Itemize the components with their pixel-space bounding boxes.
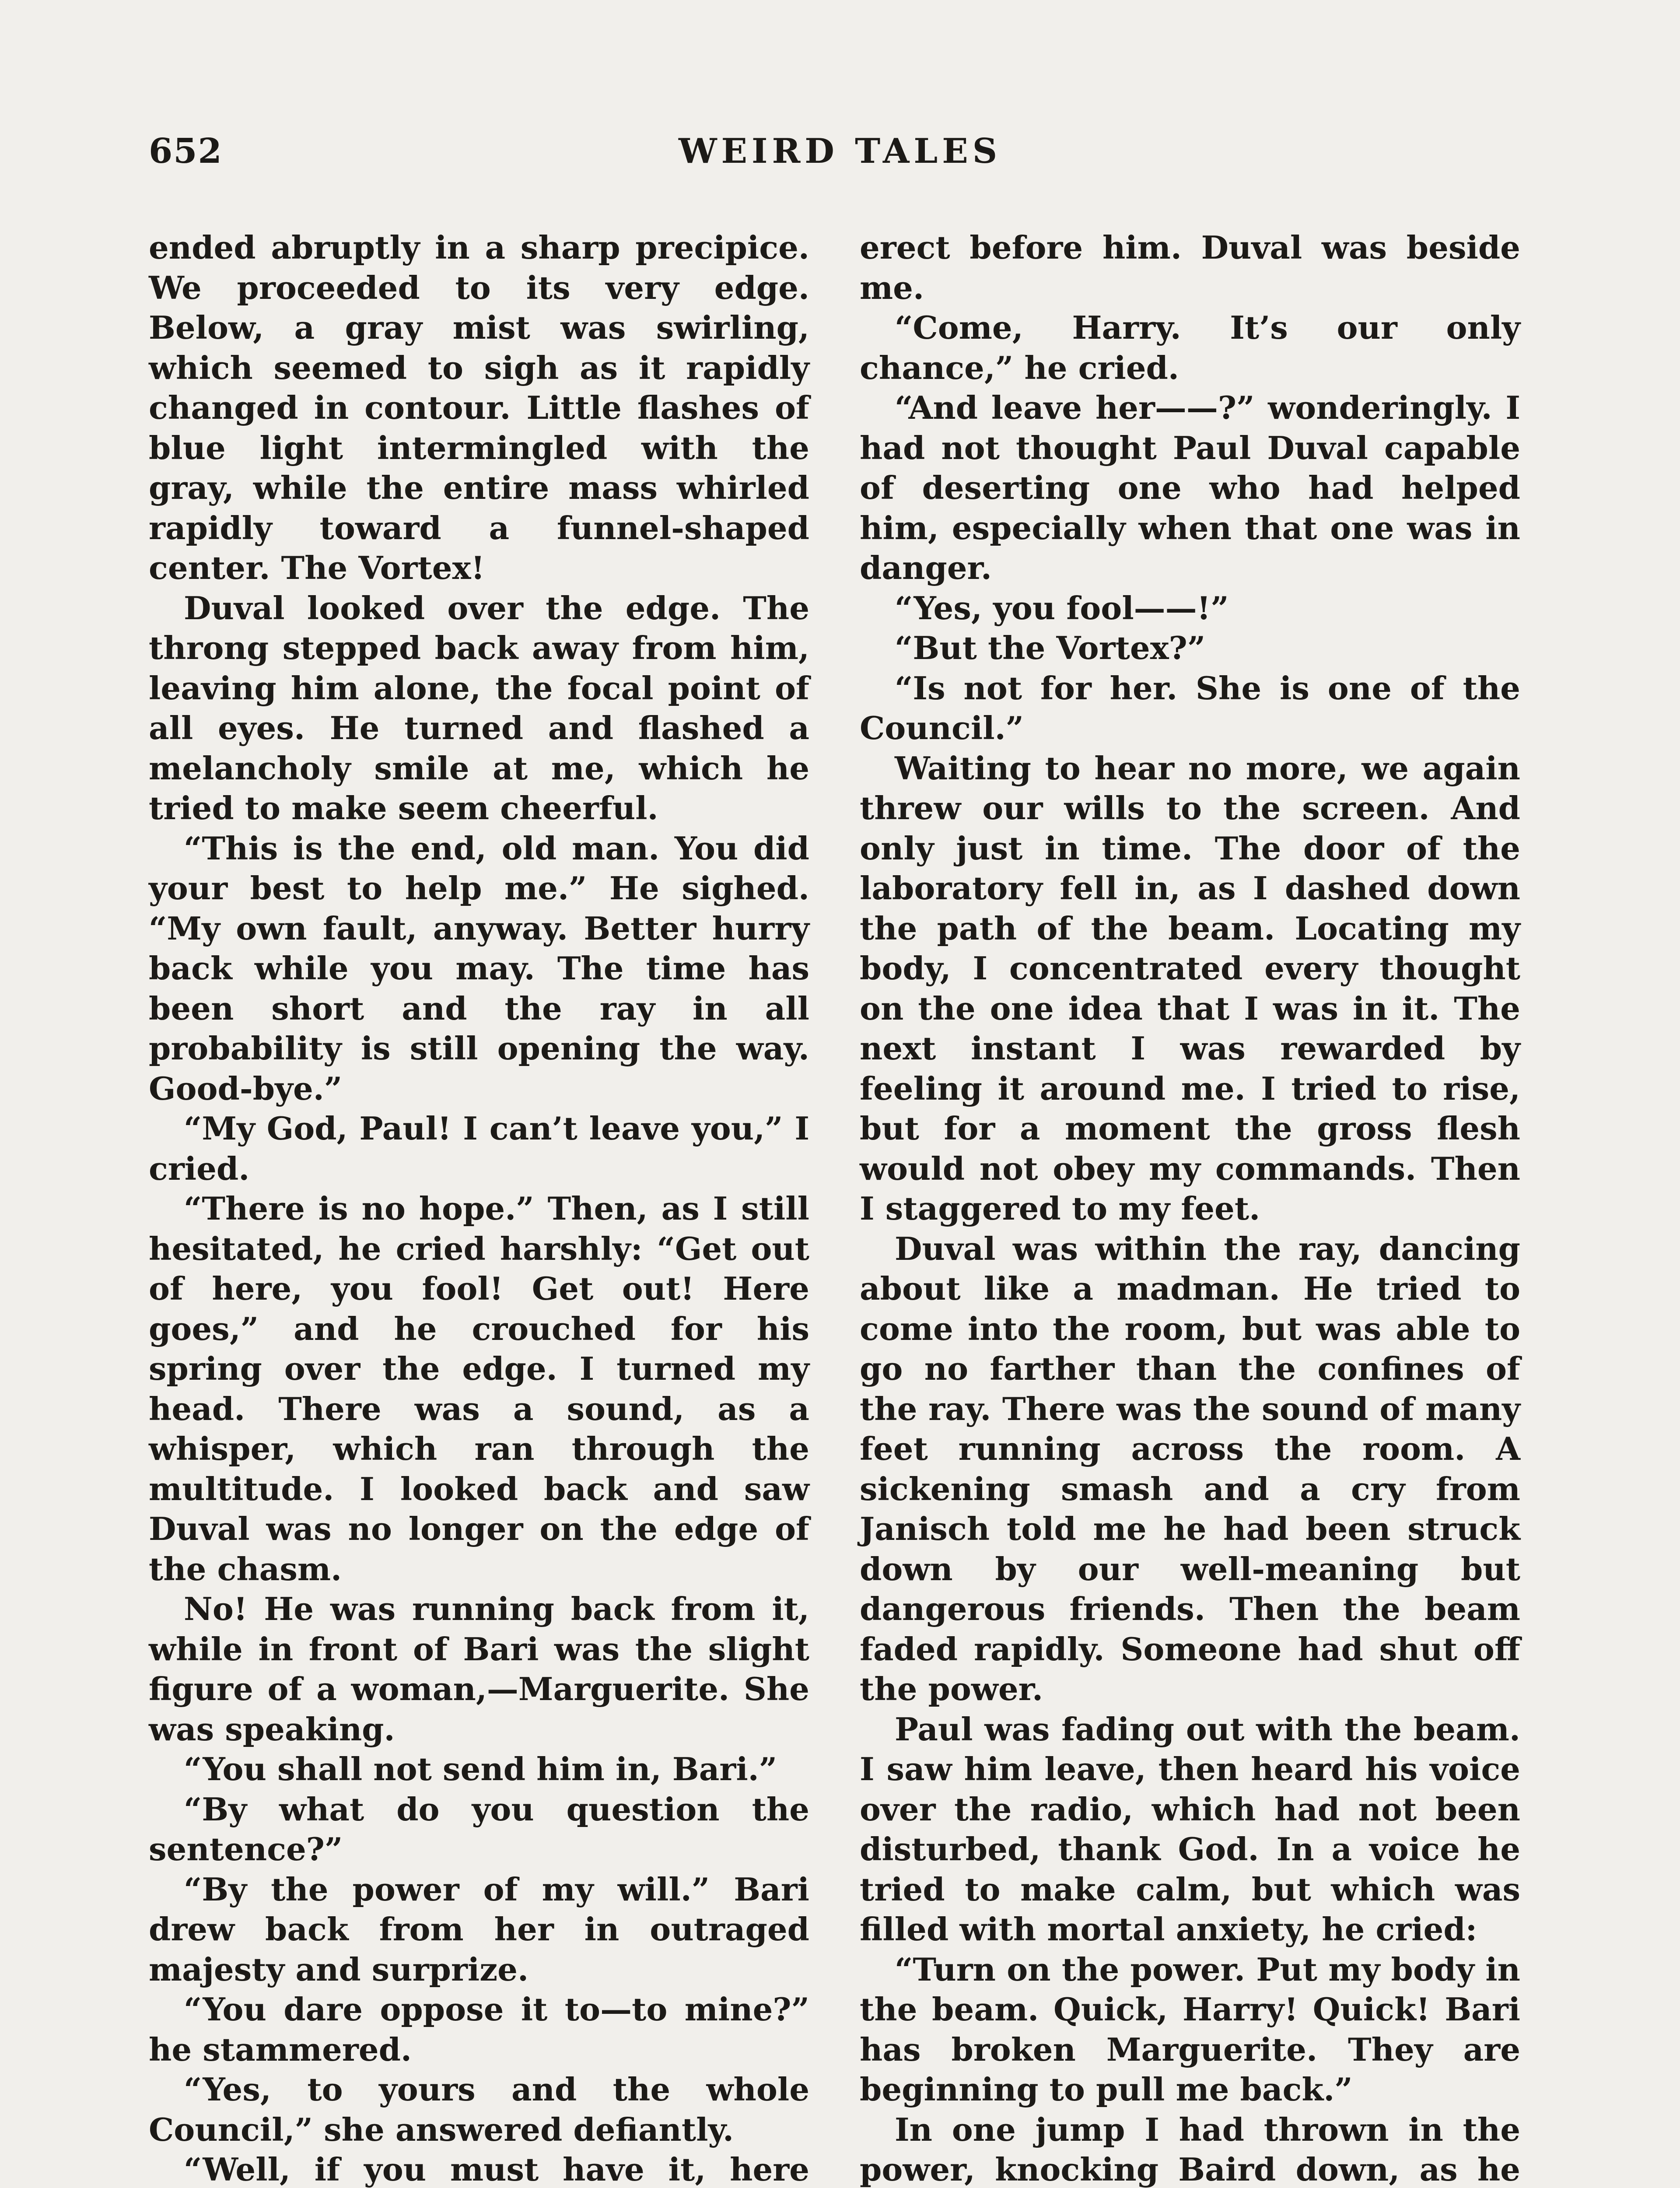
paragraph: “Yes, you fool——!”	[895, 589, 1229, 627]
paragraph: “Come, Harry. It’s our only chance,” he cried.	[860, 309, 1520, 386]
paragraph: “Yes, to yours and the whole Council,” she answered defiantly.	[149, 2071, 809, 2148]
paragraph: “Well, if you must have it, here	[184, 2151, 809, 2188]
page-header	[149, 131, 1531, 184]
paragraph: Duval looked over the edge. The throng stepped back away from him, leaving him alone, the focal point of all eyes. He turned and flashed a melancholy smile at me, which he tried to make seem cheerful.	[149, 589, 809, 827]
paragraph: “There is no hope.” Then, as I still hesitated, he cried harshly: “Get out of here, you fool! Get out! Here goes,” and he crouched for his spring over the edge. I turned my head. There was a sound, as a whisper, which ran through the multitude. I looked back and saw Duval was no longer on the edge of the chasm.	[149, 1190, 809, 1588]
paragraph: “My God, Paul! I can’t leave you,” I cried.	[149, 1110, 809, 1187]
paragraph: ended abruptly in a sharp precipice. We proceeded to its very edge. Below, a gray mist was swirling, which seemed to sigh as it rapidly changed in contour. Little flashes of blue light intermingled with the gray, while the entire mass whirled rapidly toward a funnel-shaped center. The Vortex!	[149, 229, 809, 586]
paragraph: “By what do you question the sentence?”	[149, 1790, 809, 1868]
paragraph: “You dare oppose it to—to mine?” he stammered.	[149, 1991, 809, 2068]
paragraph: Paul was fading out with the beam. I saw him leave, then heard his voice over the radio, which had not been disturbed, thank God. In a voice he tried to make calm, but which was filled with mortal anxiety, he cried:	[860, 1710, 1520, 1948]
paragraph: “But the Vortex?”	[895, 629, 1206, 666]
paragraph: “You shall not send him in, Bari.”	[184, 1750, 777, 1788]
running-title: WEIRD TALES	[678, 131, 1002, 171]
page-number: 652	[149, 131, 223, 171]
paragraph: “Turn on the power. Put my body in the beam. Quick, Harry! Quick! Bari has broken Marguerite. They are beginning to pull me back.”	[860, 1950, 1520, 2108]
paragraph: No! He was running back from it, while in front of Bari was the slight figure of a woman,—Marguerite. She was speaking.	[149, 1590, 809, 1748]
paragraph: “By the power of my will.” Bari drew back from her in outraged majesty and surprize.	[149, 1870, 809, 1988]
paragraph: “Is not for her. She is one of the Council.”	[860, 669, 1520, 747]
paragraph: erect before him. Duval was beside me.	[860, 229, 1520, 306]
paragraph: “This is the end, old man. You did your best to help me.” He sighed. “My own fault, anyway. Better hurry back while you may. The time has been short and the ray in all probability is still opening the way. Good-bye.”	[149, 829, 809, 1107]
paragraph: “And leave her——?” wonderingly. I had not thought Paul Duval capable of deserting one who had helped him, especially when that one was in danger.	[860, 389, 1520, 586]
paragraph: In one jump I had thrown in the power, knocking Baird down, as he	[860, 2111, 1520, 2188]
right-column	[860, 228, 1520, 2188]
paragraph: Waiting to hear no more, we again threw our wills to the screen. And only just in time. The door of the laboratory fell in, as I dashed down the path of the beam. Locating my body, I concentrated every thought on the one idea that I was in it. The next instant I was rewarded by feeling it around me. I tried to rise, but for a moment the gross flesh would not obey my commands. Then I staggered to my feet.	[860, 749, 1520, 1227]
paragraph: Duval was within the ray, dancing about like a madman. He tried to come into the room, but was able to go no farther than the confines of the ray. There was the sound of many feet running across the room. A sickening smash and a cry from Janisch told me he had been struck down by our well-meaning but dangerous friends. Then the beam faded rapidly. Someone had shut off the power.	[860, 1230, 1520, 1708]
left-column	[149, 228, 809, 2188]
